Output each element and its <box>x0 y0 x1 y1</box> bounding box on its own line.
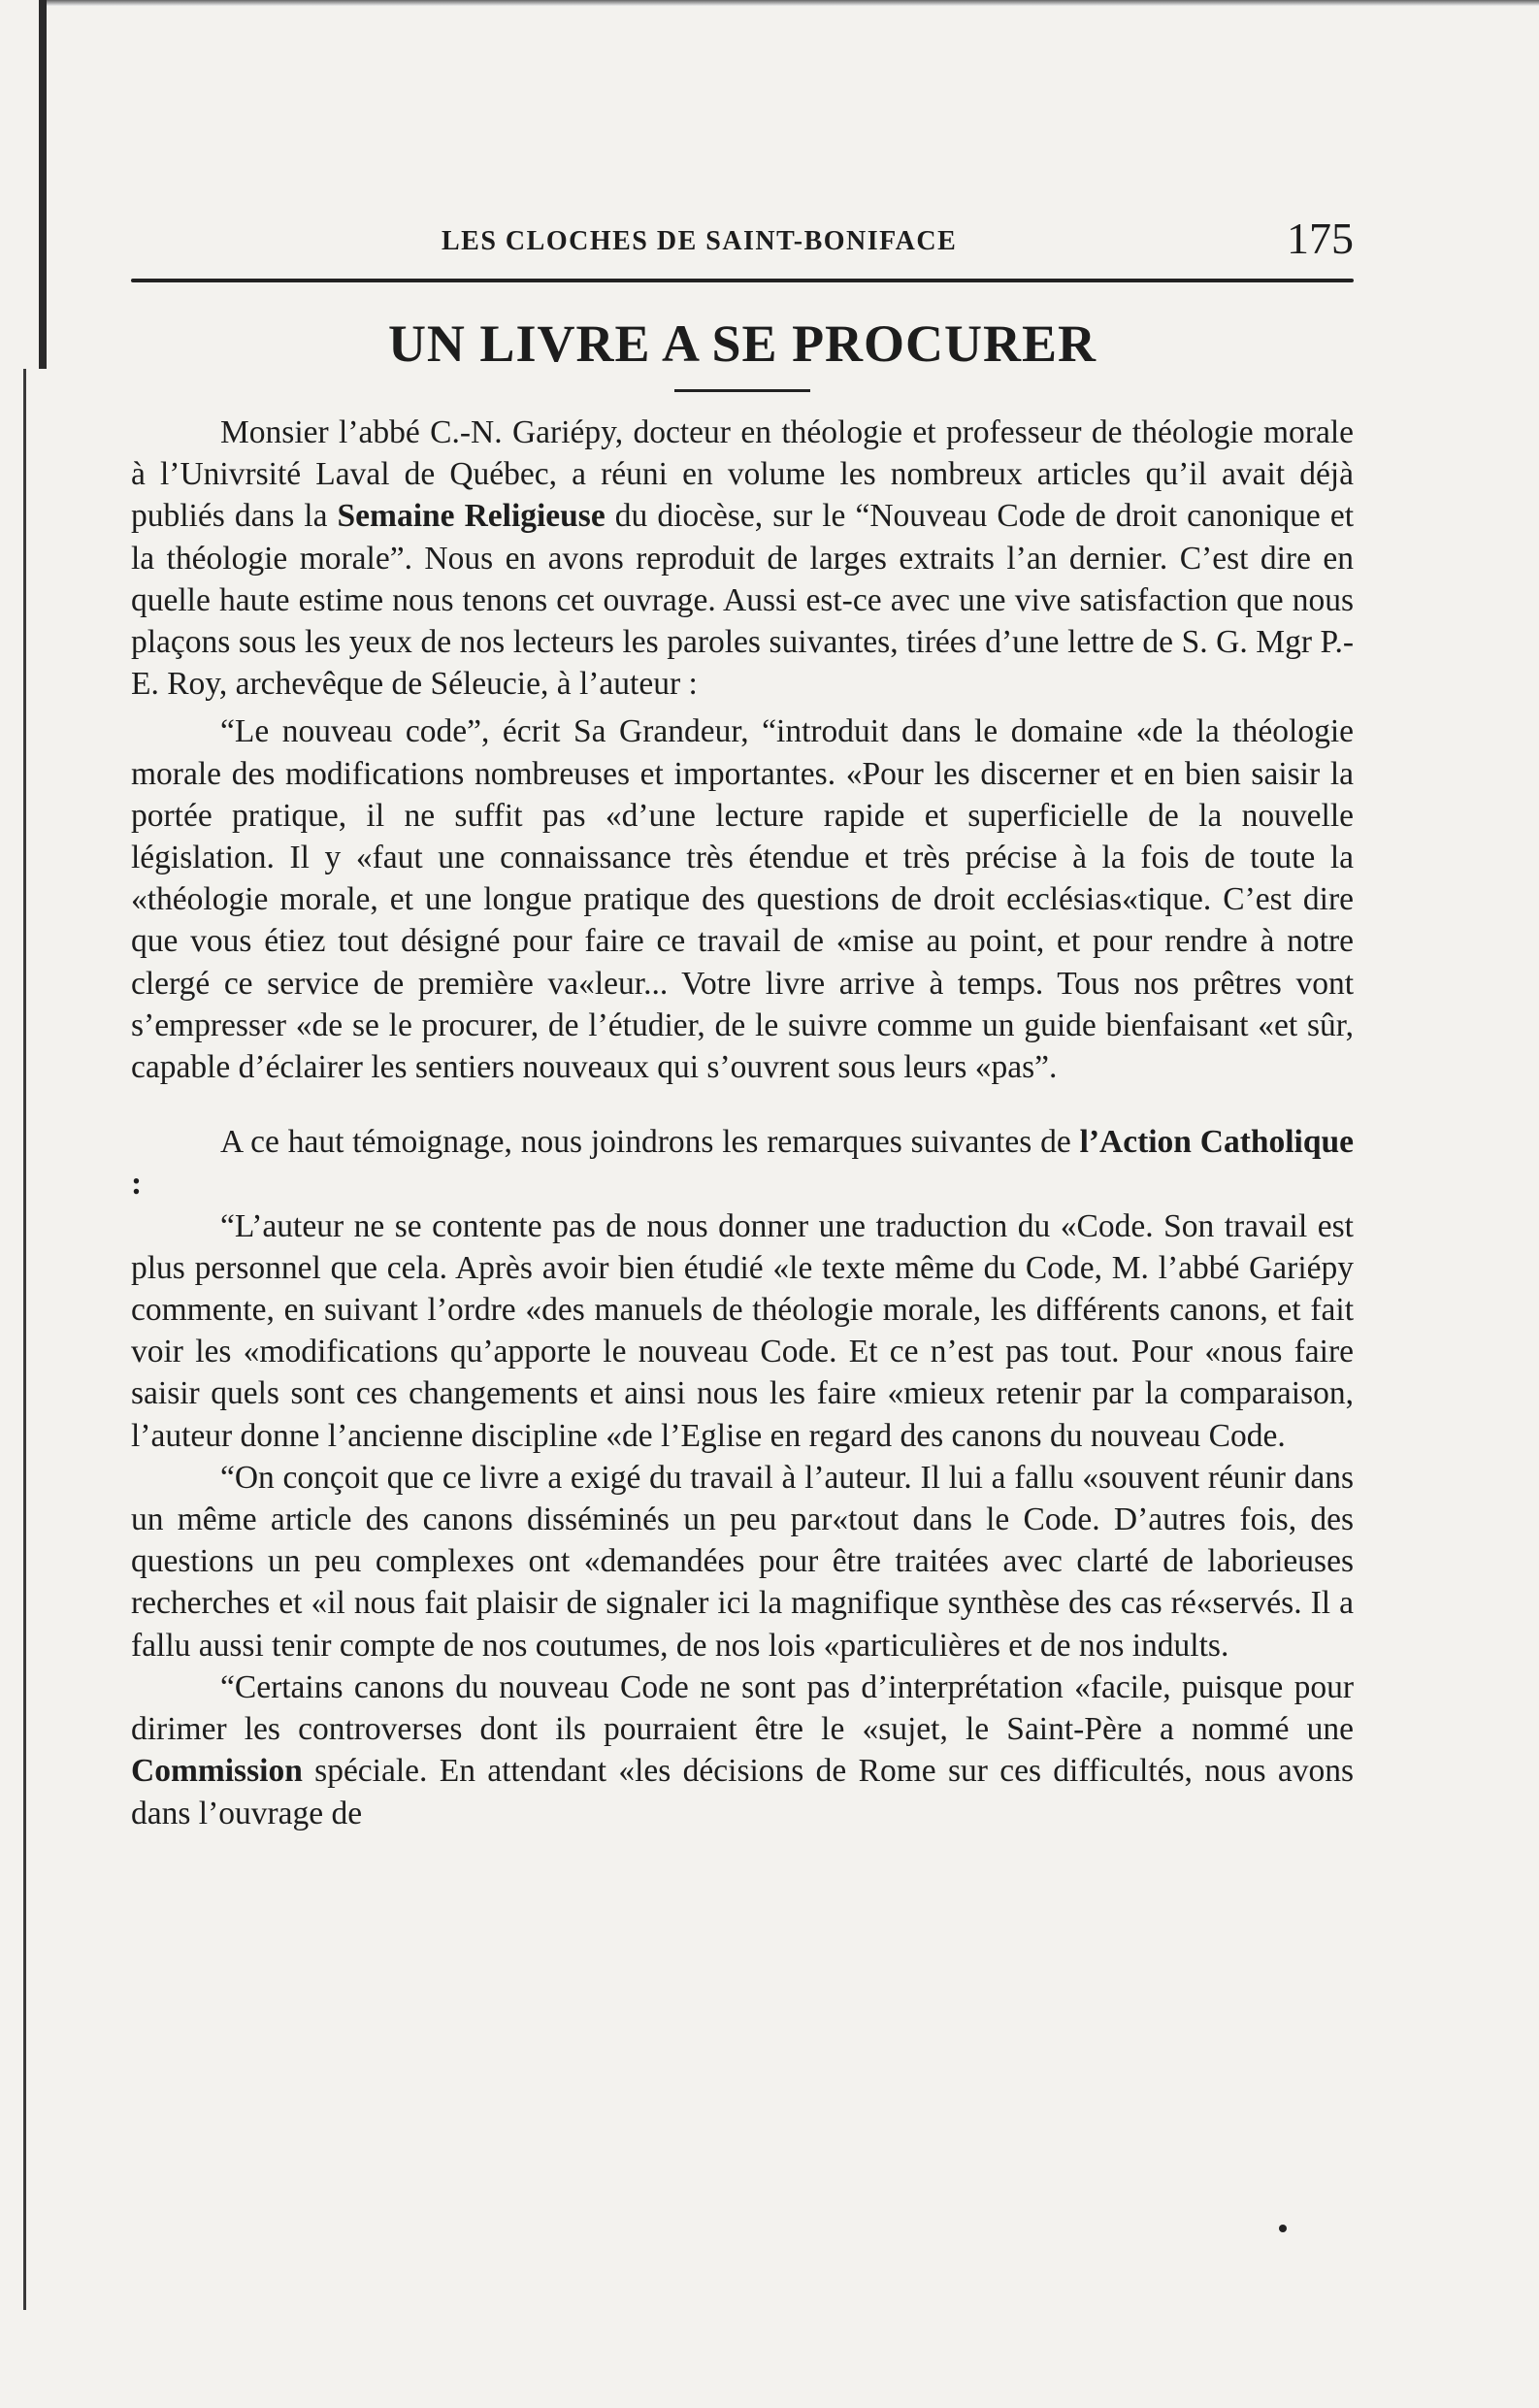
intro-text-1: Monsier l’abbé C.-N. Gariépy, docteur en théologie et professeur de théologie morale à l’Univrsité Laval de Québec, a réuni en volume les nombreux articles qu’il avait déjà publiés dans la <box>131 414 1354 535</box>
quote4-text-2: spéciale. En attendant «les décisions de Rome sur ces difficultés, nous avons dans l’ouvrage de <box>131 1753 1354 1831</box>
book-page <box>131 209 1354 1834</box>
scan-binding-edge <box>39 0 47 369</box>
running-title: LES CLOCHES DE SAINT-BONIFACE <box>442 226 958 256</box>
quote-paragraph-1: “Le nouveau code”, écrit Sa Grandeur, “introduit dans le domaine «de la théologie morale des modifications nombreuses et importantes. «Pour les discerner et en bien saisir la portée pratique, il ne suffit pas «d’une lecture rapide et superficielle de la nouvelle législation. Il y «faut une connaissance très étendue et très précise à la fois de toute la «théologie morale, et une longue pratique des questions de droit ecclésias«tique. C’est dire que vous étiez tout désigné pour faire ce travail de «mise au point, et pour rendre à notre clergé ce service de première va«leur... Votre livre arrive à temps. Tous nos prêtres vont s’empresser «de se le procurer, de l’étudier, de le suivre comme un guide bienfaisant «et sûr, capable d’éclairer les sentiers nouveaux qui s’ouvrent sous leurs «pas”. <box>131 713 1354 1086</box>
intro-paragraph <box>131 412 1354 705</box>
running-head <box>131 209 1354 277</box>
header-rule <box>131 279 1354 282</box>
ink-dot <box>1279 2225 1287 2232</box>
quote-paragraph-3: “On conçoit que ce livre a exigé du travail à l’auteur. Il lui a fallu «souvent réunir dans un même article des canons disséminés un peu par«tout dans le Code. D’autres fois, des questions un peu complexes ont «demandées pour être traitées avec clarté de laborieuses recherches et «il nous fait plaisir de signaler ici la magnifique synthèse des cas ré«servés. Il a fallu aussi tenir compte de nos coutumes, de nos lois «particulières et de nos indults. <box>131 1459 1354 1664</box>
transition-bold-source: l’Action Catholique : <box>131 1124 1354 1203</box>
quote-paragraph-4 <box>131 1666 1354 1834</box>
intro-text-2: du diocèse, sur le “Nouveau Code de droit canonique et la théologie morale”. Nous en avons reproduit de larges extraits l’an dernier. C’est dire en quelle haute estime nous tenons cet ouvrage. Aussi est-ce avec une vive satisfaction que nous plaçons sous les yeux de nos lecteurs les paroles suivantes, tirées d’une lettre de S. G. Mgr P.-E. Roy, archevêque de Séleucie, à l’auteur : <box>131 498 1355 703</box>
scan-margin-line <box>23 369 26 2310</box>
page-number: 175 <box>1287 214 1354 263</box>
transition-text: A ce haut témoignage, nous joindrons les remarques suivantes de <box>220 1124 1080 1161</box>
title-rule <box>674 389 810 392</box>
scan-top-shadow <box>39 0 1539 6</box>
article-title: UN LIVRE A SE PROCURER <box>387 314 1097 373</box>
transition-paragraph <box>131 1121 1354 1204</box>
quote4-text-1: “Certains canons du nouveau Code ne sont pas d’interprétation «facile, puisque pour dirimer les controverses dont ils pourraient être le «sujet, le Saint-Père a nommé une <box>131 1668 1354 1748</box>
quote-paragraph-2: “L’auteur ne se contente pas de nous donner une traduction du «Code. Son travail est plus personnel que cela. Après avoir bien étudié «le texte même du Code, M. l’abbé Gariépy commente, en suivant l’ordre «des manuels de théologie morale, les différents canons, et fait voir les «modifications qu’apporte le nouveau Code. Et ce n’est pas tout. Pour «nous faire saisir quels sont ces changements et ainsi nous les faire «mieux retenir par la comparaison, l’auteur donne l’ancienne discipline «de l’Eglise en regard des canons du nouveau Code. <box>131 1207 1354 1454</box>
intro-bold-publication: Semaine Religieuse <box>337 498 606 535</box>
quote4-bold-commission: Commission <box>131 1753 303 1790</box>
